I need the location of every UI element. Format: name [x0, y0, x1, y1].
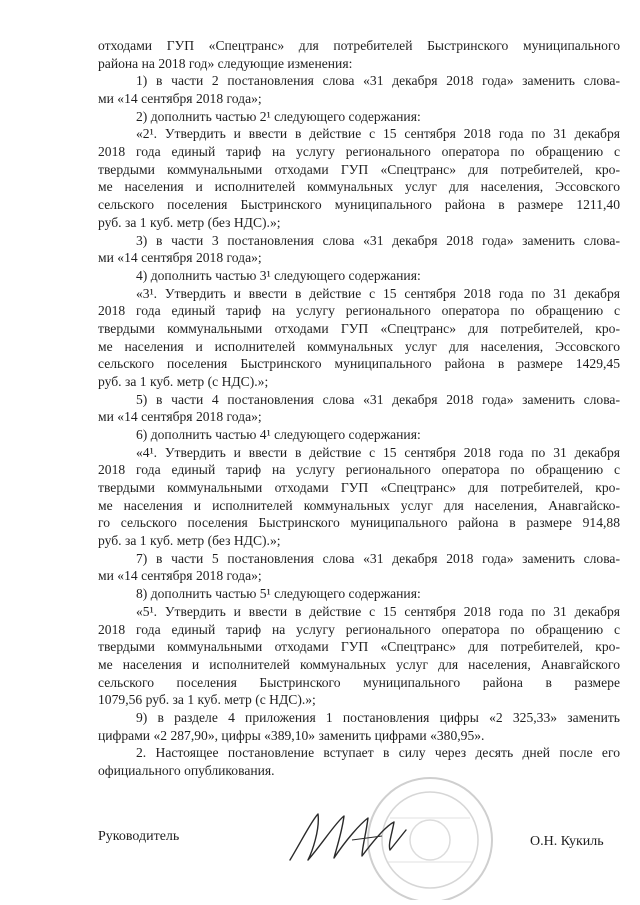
text-line: 2018 года единый тариф на услугу регионального оператора по обращению с — [98, 462, 620, 478]
text-line: 4) дополнить частью 3¹ следующего содержания: — [136, 267, 421, 283]
text-line: 9) в разделе 4 приложения 1 постановления цифры «2 325,33» заменить — [136, 709, 620, 725]
text-line: отходами ГУП «Спецтранс» для потребителей Быстринского муниципального — [98, 38, 620, 53]
text-line: сельского поселения Быстринского муниципального района в размере 1211,40 — [98, 197, 620, 213]
text-line: сельского поселения Быстринского муниципального района в размере — [98, 674, 620, 690]
text-line: ме населения и исполнителей коммунальных услуг для населения, Эссовского — [98, 338, 620, 354]
text-line: «3¹. Утвердить и ввести в действие с 15 сентября 2018 года по 31 декабря — [136, 285, 620, 301]
text-line: 1079,56 руб. за 1 куб. метр (с НДС).»; — [98, 692, 316, 708]
text-line: района на 2018 год» следующие изменения: — [98, 55, 353, 71]
text-line: твердыми коммунальными отходами ГУП «Спецтранс» для потребителей, кро- — [98, 320, 620, 336]
text-line: ми «14 сентября 2018 года»; — [98, 568, 262, 584]
text-line: 1) в части 2 постановления слова «31 декабря 2018 года» заменить слова- — [136, 73, 620, 89]
text-line: «5¹. Утвердить и ввести в действие с 15 сентября 2018 года по 31 декабря — [136, 603, 620, 619]
text-line: 7) в части 5 постановления слова «31 декабря 2018 года» заменить слова- — [136, 550, 620, 566]
text-line: 6) дополнить частью 4¹ следующего содержания: — [136, 427, 421, 443]
signatory-name: О.Н. Кукиль — [530, 834, 604, 849]
text-line: «4¹. Утвердить и ввести в действие с 15 сентября 2018 года по 31 декабря — [136, 444, 620, 460]
text-line: ме населения и исполнителей коммунальных услуг для населения, Анавгайского — [98, 656, 620, 672]
text-line: ми «14 сентября 2018 года»; — [98, 91, 262, 107]
text-line: го сельского поселения Быстринского муниципального района в размере 914,88 — [98, 515, 620, 531]
text-line: сельского поселения Быстринского муниципального района в размере 1429,45 — [98, 356, 620, 372]
text-line: 2) дополнить частью 2¹ следующего содержания: — [136, 108, 421, 124]
text-line: твердыми коммунальными отходами ГУП «Спецтранс» для потребителей, кро- — [98, 639, 620, 655]
text-line: ми «14 сентября 2018 года»; — [98, 250, 262, 266]
text-line: 2. Настоящее постановление вступает в силу через десять дней после его — [136, 745, 620, 761]
text-line: ми «14 сентября 2018 года»; — [98, 409, 262, 425]
signatory-position: Руководитель — [98, 829, 180, 844]
text-line: ме населения и исполнителей коммунальных услуг для населения, Эссовского — [98, 179, 620, 195]
text-line: руб. за 1 куб. метр (с НДС).»; — [98, 373, 269, 389]
text-line: 2018 года единый тариф на услугу регионального оператора по обращению с — [98, 621, 620, 637]
text-line: твердыми коммунальными отходами ГУП «Спецтранс» для потребителей, кро- — [98, 480, 620, 496]
text-line: руб. за 1 куб. метр (без НДС).»; — [98, 533, 281, 549]
text-line: цифрами «2 287,90», цифры «389,10» заменить цифрами «380,95». — [98, 727, 485, 743]
text-line: «2¹. Утвердить и ввести в действие с 15 сентября 2018 года по 31 декабря — [136, 126, 620, 142]
text-line: 5) в части 4 постановления слова «31 декабря 2018 года» заменить слова- — [136, 391, 620, 407]
text-line: 2018 года единый тариф на услугу регионального оператора по обращению с — [98, 303, 620, 319]
text-line: руб. за 1 куб. метр (без НДС).»; — [98, 214, 281, 230]
text-line: 3) в части 3 постановления слова «31 декабря 2018 года» заменить слова- — [136, 232, 620, 248]
text-line: твердыми коммунальными отходами ГУП «Спецтранс» для потребителей, кро- — [98, 161, 620, 177]
text-line: официального опубликования. — [98, 763, 275, 778]
text-line: 2018 года единый тариф на услугу регионального оператора по обращению с — [98, 144, 620, 160]
text-line: 8) дополнить частью 5¹ следующего содержания: — [136, 586, 421, 602]
handwritten-signature-icon — [282, 800, 422, 870]
text-line: ме населения и исполнителей коммунальных услуг для населения, Анавгайско- — [98, 497, 620, 513]
